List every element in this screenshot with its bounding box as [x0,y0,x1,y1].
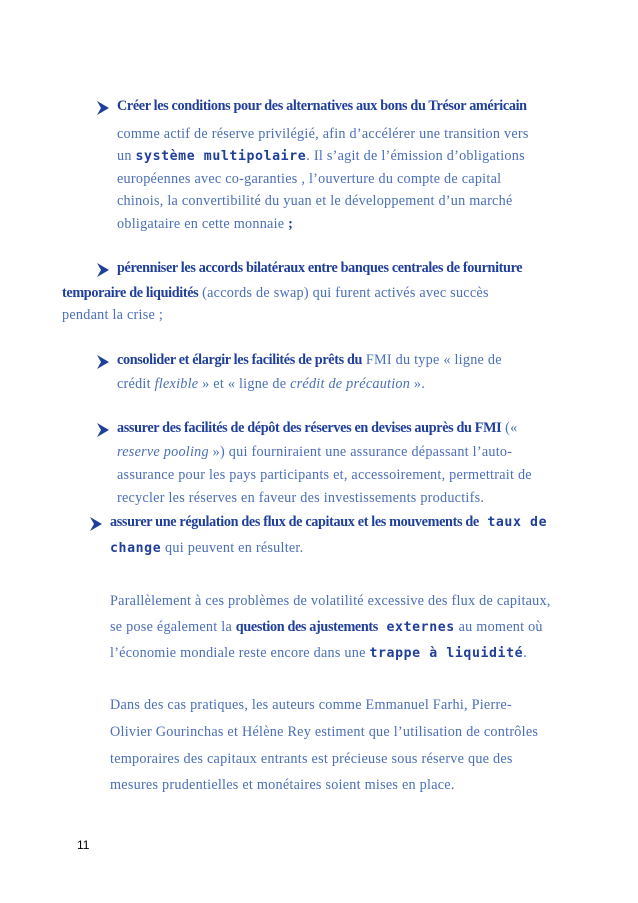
text-span: obligataire en cette monnaie [117,216,289,232]
text-span: ». [410,376,426,392]
italic-text: reserve pooling [117,444,209,460]
text-span: . Il s’agit de l’émission d’obligations [306,148,525,164]
bullet-title: pérenniser les accords bilatéraux entre banques centrales de fourniture [117,260,523,276]
arrowhead-bullet-icon [97,423,109,437]
text-span: (« [501,420,518,436]
arrowhead-bullet-icon [97,101,109,115]
text-line: mesures prudentielles et monétaires soient mises en place. [110,777,455,793]
text-span: un [117,148,136,164]
text-span: crédit [117,376,155,392]
emphasis-text: change [110,541,162,556]
text-span: » et « ligne de [198,376,291,392]
emphasis-text: trappe à liquidité [369,646,524,661]
text-line: chinois, la convertibilité du yuan et le développement d’un marché [117,193,513,209]
emphasis-text: externes [377,620,455,635]
text-span: au moment où [454,619,543,635]
text-span: . [523,645,527,661]
arrowhead-bullet-icon [97,263,109,277]
text-line: assurance pour les pays participants et, accessoirement, permettrait de [117,467,532,483]
emphasis-text: système multipolaire [135,149,307,164]
text-line: temporaires des capitaux entrants est précieuse sous réserve que des [110,751,513,767]
text-span: se pose également la [110,619,236,635]
text-line: Dans des cas pratiques, les auteurs comme Emmanuel Farhi, Pierre- [110,697,512,713]
text-span: (accords de swap) qui furent activés avec succès [198,285,489,301]
text-line: européennes avec co-garanties , l’ouverture du compte de capital [117,171,502,187]
text-line: Parallèlement à ces problèmes de volatilité excessive des flux de capitaux, [110,593,551,609]
text-line: Olivier Gourinchas et Hélène Rey estiment que l’utilisation de contrôles [110,724,539,740]
arrowhead-bullet-icon [97,355,109,369]
emphasis-text: taux de [478,515,548,530]
text-span: ; [288,216,293,232]
text-span: ») qui fourniraient une assurance dépassant l’auto- [208,444,513,460]
text-line: recycler les réserves en faveur des investissements productifs. [117,490,485,506]
emphasis-text: temporaire de liquidités [62,285,199,301]
text-line: pendant la crise ; [62,307,164,323]
text-line: comme actif de réserve privilégié, afin d’accélérer une transition vers [117,126,529,142]
text-span: qui peuvent en résulter. [161,540,304,556]
page-number: 11 [77,838,90,852]
bullet-title: consolider et élargir les facilités de prêts du [117,352,363,368]
emphasis-text: question des ajustements [235,619,378,635]
bullet-title: assurer des facilités de dépôt des réserves en devises auprès du FMI [117,420,502,436]
bullet-title: assurer une régulation des flux de capitaux et les mouvements de [110,514,479,530]
text-span: l’économie mondiale reste encore dans une [110,645,370,661]
arrowhead-bullet-icon [90,517,102,531]
italic-text: crédit de précaution [290,376,411,392]
bullet-title: Créer les conditions pour des alternatives aux bons du Trésor américain [117,98,527,114]
italic-text: flexible [154,376,199,392]
text-span: FMI du type « ligne de [362,352,502,368]
